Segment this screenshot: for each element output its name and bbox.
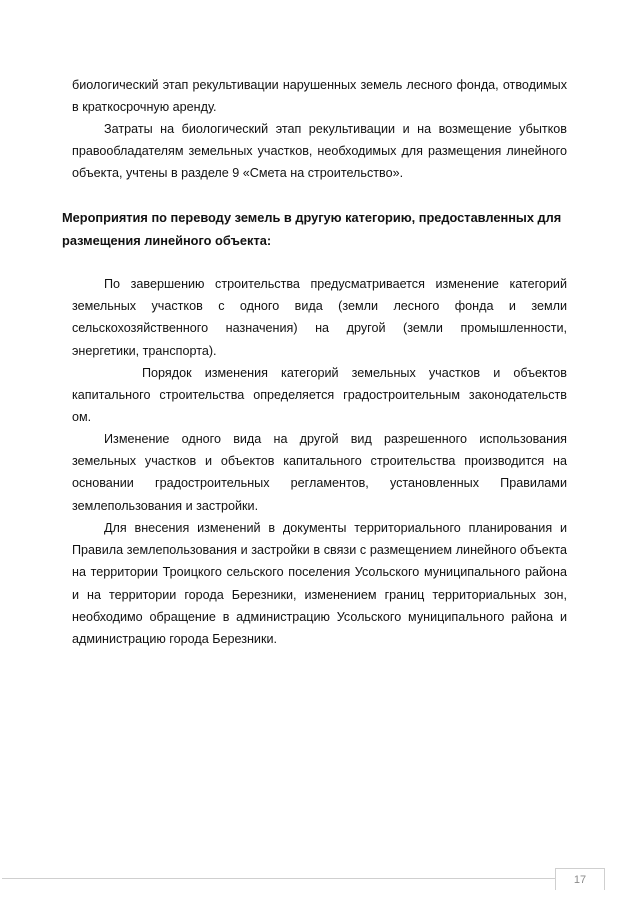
- page-number: 17: [555, 868, 605, 890]
- paragraph-1: биологический этап рекультивации нарушенных земель лесного фонда, отводимых в краткосрочную аренду.: [72, 78, 567, 115]
- paragraph-2: Затраты на биологический этап рекультивации и на возмещение убытков правообладателям земельных участков, необходимых для размещения линейного объекта, учтены в разделе 9 «Смета на строительство».: [72, 122, 567, 181]
- paragraph-3: По завершению строительства предусматривается изменение категорий земельных участков с одного вида (земли лесного фонда и земли сельскохозяйственного назначения) на другой (земли промышленности, энергетики, транспорта).: [72, 277, 567, 358]
- footer-divider: [2, 878, 555, 879]
- section-heading: Мероприятия по переводу земель в другую категорию, предоставленных для размещения линейного объекта:: [62, 210, 562, 248]
- paragraph-6: Для внесения изменений в документы территориального планирования и Правила землепользования и застройки в связи с размещением линейного объекта на территории Троицкого сельского поселения Усольского муниципального района и на территории города Березники, изменением границ территориальных зон, необходимо обращение в администрацию Усольского муниципального района и администрацию города Березники.: [72, 521, 567, 647]
- paragraph-5: Изменение одного вида на другой вид разрешенного использования земельных участков и объектов капитального строительства производится на основании градостроительных регламентов, установленных Правилами землепользования и застройки.: [72, 432, 567, 513]
- paragraph-4: Порядок изменения категорий земельных участков и объектов капитального строительства определяется градостроительным законодательств ом.: [72, 366, 567, 425]
